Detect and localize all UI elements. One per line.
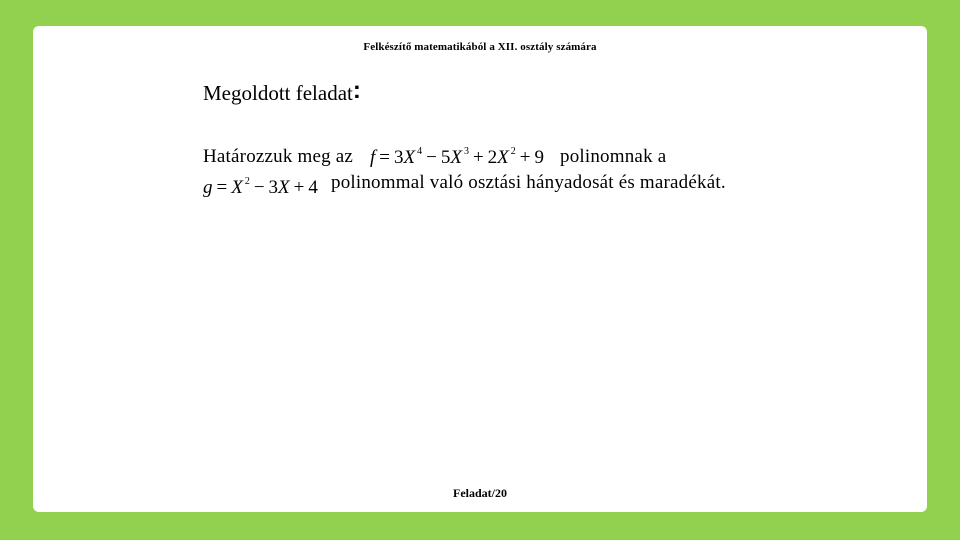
- formula-g-const: 4: [308, 177, 318, 198]
- formula-f-t1-coef: 3: [394, 147, 404, 168]
- problem-line-2-text: polinommal való osztási hányadosát és maradékát.: [331, 172, 726, 193]
- formula-f-op3: +: [519, 147, 531, 168]
- formula-g-t1-var: X: [231, 177, 243, 198]
- formula-f-t1-exp: 4: [417, 146, 423, 157]
- formula-f-t2-coef: 5: [440, 147, 451, 168]
- formula-f: [370, 146, 544, 169]
- problem-line-1: [203, 146, 353, 168]
- formula-f-t2-var: X: [450, 147, 462, 168]
- formula-f-eq: =: [379, 147, 390, 168]
- formula-f-op1: −: [426, 147, 437, 168]
- formula-f-t3-coef: 2: [487, 147, 498, 168]
- formula-g-t2-coef: 3: [268, 177, 279, 198]
- slide: [33, 26, 927, 512]
- problem-line-2: [331, 172, 726, 194]
- formula-g-lhs: g: [203, 177, 213, 198]
- problem-line-1-tail: [560, 146, 666, 168]
- formula-f-t2-exp: 3: [463, 146, 469, 157]
- formula-f-lhs: f: [370, 147, 376, 168]
- formula-g-t1-exp: 2: [244, 176, 250, 187]
- slide-title: [203, 77, 361, 106]
- formula-g: [203, 176, 318, 199]
- formula-f-t3-exp: 2: [510, 146, 516, 157]
- formula-g-op2: +: [293, 177, 305, 198]
- title-colon: :: [352, 77, 361, 104]
- slide-header: Felkészítő matematikából a XII. osztály számára: [363, 41, 597, 53]
- formula-g-eq: =: [216, 177, 228, 198]
- title-text: Megoldott feladat: [203, 81, 353, 105]
- formula-g-t2-var: X: [278, 177, 290, 198]
- problem-intro-text: Határozzuk meg az: [203, 146, 354, 167]
- slide-footer: Feladat/20: [453, 486, 507, 500]
- formula-f-const: 9: [534, 147, 544, 168]
- formula-f-t3-var: X: [497, 147, 509, 168]
- formula-f-t1-var: X: [403, 147, 416, 168]
- problem-tail-text: polinomnak a: [560, 146, 667, 167]
- formula-f-op2: +: [472, 147, 484, 168]
- formula-g-op1: −: [253, 177, 265, 198]
